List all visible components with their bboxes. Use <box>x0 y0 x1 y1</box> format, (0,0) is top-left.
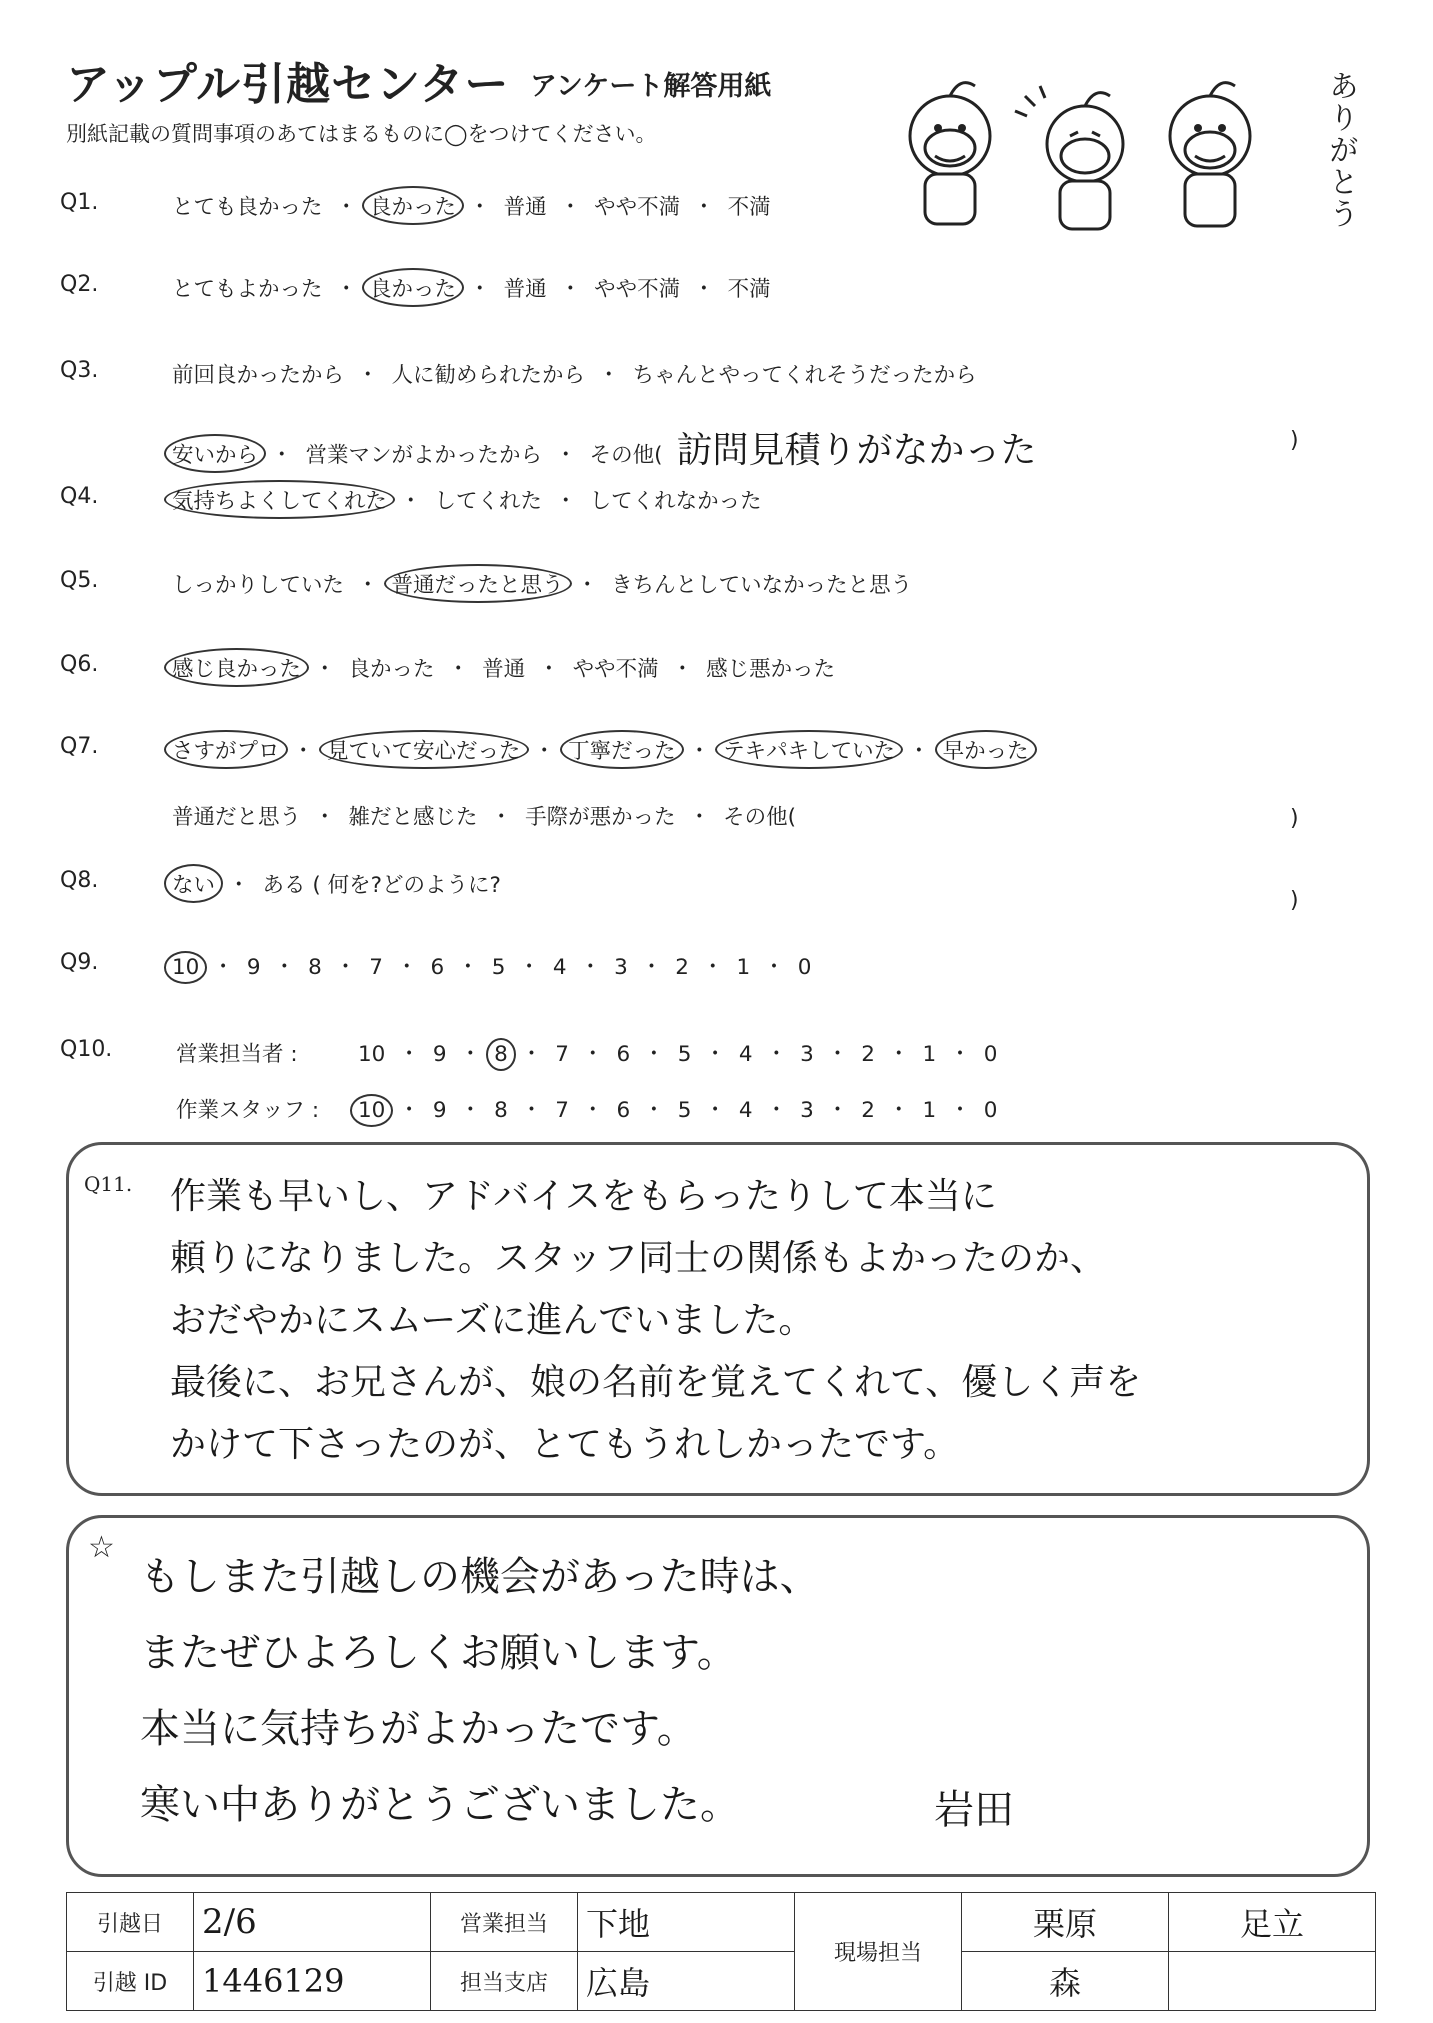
separator: ・ <box>826 1042 849 1067</box>
separator: ・ <box>598 363 620 388</box>
sales-value: 下地 <box>578 1893 795 1952</box>
answer-option[interactable]: してくれた <box>434 489 543 514</box>
free-comment-line: 寒い中ありがとうございました。 <box>140 1782 740 1828</box>
separator: ・ <box>395 955 418 980</box>
separator: ・ <box>469 195 491 220</box>
separator: ・ <box>212 955 234 980</box>
free-comment-line: もしまた引越しの機会があった時は、 <box>140 1554 820 1600</box>
answer-option[interactable]: とてもよかった <box>172 277 323 302</box>
separator: ・ <box>579 955 602 980</box>
separator: ・ <box>908 739 930 764</box>
separator: ・ <box>314 805 336 830</box>
answer-option[interactable]: 普通 <box>482 657 526 682</box>
answer-option[interactable]: やや不満 <box>594 277 681 302</box>
separator: ・ <box>887 1042 910 1067</box>
move-info-table <box>66 1892 1376 2011</box>
rating-option[interactable]: 7 <box>555 1042 569 1067</box>
answer-option[interactable]: とても良かった <box>172 195 323 220</box>
rating-option[interactable]: 1 <box>922 1042 937 1067</box>
rating-option[interactable]: 6 <box>616 1042 631 1067</box>
separator: ・ <box>314 657 336 682</box>
question-options <box>172 422 1036 473</box>
q11-comment-line: かけて下さったのが、とてもうれしかったです。 <box>170 1424 960 1465</box>
monkey-mascot-icon <box>890 66 1310 236</box>
answer-option[interactable]: やや不満 <box>594 195 681 220</box>
rating-option[interactable]: 9 <box>432 1042 447 1067</box>
separator: ・ <box>581 1042 604 1067</box>
question-number: Q5. <box>60 568 99 593</box>
answer-option[interactable]: してくれなかった <box>589 489 762 514</box>
separator: ・ <box>949 1098 971 1123</box>
rating-option[interactable]: 10 <box>350 1094 393 1127</box>
question-options <box>172 484 762 515</box>
answer-option[interactable]: 普通だったと思う <box>384 564 572 603</box>
separator: ・ <box>292 739 315 764</box>
question-options <box>172 272 771 303</box>
answer-option[interactable]: 見ていて安心だった <box>319 730 529 769</box>
answer-option[interactable]: さすがプロ <box>164 730 288 769</box>
free-comment-line: またぜひよろしくお願いします。 <box>140 1630 737 1676</box>
separator: ・ <box>671 657 694 682</box>
separator: ・ <box>457 955 479 980</box>
separator: ・ <box>533 739 556 764</box>
separator: ・ <box>398 1042 420 1067</box>
separator: ・ <box>273 955 296 980</box>
site-staff-empty <box>1169 1952 1376 2011</box>
answer-option[interactable]: 良かった <box>362 186 464 225</box>
rating-option[interactable]: 0 <box>983 1042 998 1067</box>
site-staff-2: 足立 <box>1169 1893 1376 1952</box>
q11-comment-line: 頼りになりました。スタッフ同士の関係もよかったのか、 <box>170 1238 1107 1279</box>
separator: ・ <box>643 1042 665 1067</box>
answer-option[interactable]: その他( <box>589 443 663 468</box>
answer-option[interactable]: しっかりしていた <box>172 573 345 598</box>
answer-option[interactable]: 良かった <box>348 657 435 682</box>
move-date-value: 2/6 <box>194 1893 431 1952</box>
separator: ・ <box>559 195 582 220</box>
move-id-label: 引越 ID <box>67 1952 194 2011</box>
instruction-text: 別紙記載の質問事項のあてはまるものに◯をつけてください。 <box>66 122 657 146</box>
separator: ・ <box>765 1098 788 1123</box>
rating-option[interactable]: 9 <box>432 1098 447 1123</box>
question-options <box>172 568 912 599</box>
separator: ・ <box>693 277 715 302</box>
answer-option[interactable]: その他( <box>723 805 796 830</box>
q11-comment-line: 作業も早いし、アドバイスをもらったりして本当に <box>170 1176 997 1217</box>
form-subtitle: アンケート解答用紙 <box>530 71 772 102</box>
separator: ・ <box>555 443 577 468</box>
separator: ・ <box>704 1098 726 1123</box>
separator: ・ <box>490 805 513 830</box>
answer-option[interactable]: テキパキしていた <box>715 730 903 769</box>
answer-option[interactable]: 普通 <box>503 195 547 220</box>
closing-paren: ) <box>1290 428 1299 453</box>
rating-option[interactable]: 4 <box>738 1042 753 1067</box>
separator: ・ <box>559 277 582 302</box>
separator: ・ <box>518 955 540 980</box>
question-number: Q4. <box>60 484 99 509</box>
answer-option[interactable]: 早かった <box>935 730 1037 769</box>
other-reason-handwritten: 訪問見積りがなかった <box>676 430 1037 471</box>
rating-option[interactable]: 3 <box>800 1042 814 1067</box>
rating-option[interactable]: 10 <box>358 1042 386 1067</box>
answer-option[interactable]: 0 <box>797 955 812 980</box>
answer-option[interactable]: 9 <box>246 955 261 980</box>
separator: ・ <box>400 489 422 514</box>
answer-option[interactable]: 良かった <box>362 268 464 307</box>
site-label: 現場担当 <box>795 1893 962 2011</box>
question-number: Q2. <box>60 272 99 297</box>
rating-option[interactable]: 5 <box>677 1042 692 1067</box>
answer-option[interactable]: 丁寧だった <box>560 730 684 769</box>
answer-option[interactable]: 8 <box>308 955 322 980</box>
separator: ・ <box>701 955 724 980</box>
answer-option[interactable]: 3 <box>614 955 628 980</box>
answer-option[interactable]: 不満 <box>727 195 771 220</box>
separator: ・ <box>581 1098 604 1123</box>
separator: ・ <box>334 955 357 980</box>
question-number: Q8. <box>60 868 99 893</box>
question-options <box>172 358 977 389</box>
answer-option[interactable]: 気持ちよくしてくれた <box>164 480 395 519</box>
answer-option[interactable]: 7 <box>369 955 383 980</box>
separator: ・ <box>763 955 785 980</box>
separator: ・ <box>469 277 491 302</box>
q10-scale <box>358 1093 997 1124</box>
answer-option[interactable]: 10 <box>164 951 207 984</box>
site-staff-3: 森 <box>962 1952 1169 2011</box>
answer-option[interactable]: 雑だと感じた <box>348 805 478 830</box>
question-options <box>172 800 796 831</box>
q10-row-label: 作業スタッフ : <box>176 1098 320 1123</box>
company-title: アップル引越センター <box>66 59 510 110</box>
separator: ・ <box>538 657 560 682</box>
rating-option[interactable]: 6 <box>616 1098 631 1123</box>
q11-comment-line: 最後に、お兄さんが、娘の名前を覚えてくれて、優しく声を <box>170 1362 1142 1403</box>
separator: ・ <box>826 1098 849 1123</box>
separator: ・ <box>765 1042 788 1067</box>
answer-option[interactable]: 2 <box>675 955 689 980</box>
q10-scale <box>358 1037 997 1068</box>
answer-option[interactable]: 1 <box>736 955 751 980</box>
answer-option[interactable]: ない <box>164 864 223 903</box>
free-comment-line: 本当に気持ちがよかったです。 <box>140 1706 697 1752</box>
question-options <box>172 950 811 981</box>
separator: ・ <box>357 363 379 388</box>
star-icon: ☆ <box>88 1530 115 1565</box>
separator: ・ <box>693 195 715 220</box>
thanks-text: ありがとう <box>1323 70 1358 230</box>
q11-number: Q11. <box>84 1172 133 1196</box>
branch-value: 広島 <box>578 1952 795 2011</box>
signature: 岩田 <box>934 1787 1014 1833</box>
question-number: Q6. <box>60 652 99 677</box>
answer-option[interactable]: 営業マンがよかったから <box>305 443 543 468</box>
separator: ・ <box>271 443 293 468</box>
separator: ・ <box>949 1042 971 1067</box>
question-number: Q9. <box>60 950 99 975</box>
separator: ・ <box>688 805 711 830</box>
answer-option[interactable]: 普通だと思う <box>172 805 302 830</box>
move-date-label: 引越日 <box>67 1893 194 1952</box>
move-id-value: 1446129 <box>194 1952 431 2011</box>
rating-option[interactable]: 0 <box>983 1098 998 1123</box>
answer-option[interactable]: 4 <box>552 955 567 980</box>
rating-option[interactable]: 1 <box>922 1098 937 1123</box>
rating-option[interactable]: 2 <box>861 1042 875 1067</box>
q10-row-label: 営業担当者 : <box>176 1042 298 1067</box>
question-options <box>172 734 1029 765</box>
answer-option[interactable]: 感じ悪かった <box>706 657 836 682</box>
answer-option[interactable]: 安いから <box>164 434 266 473</box>
answer-option[interactable]: 6 <box>430 955 445 980</box>
separator: ・ <box>398 1098 420 1123</box>
branch-label: 担当支店 <box>431 1952 578 2011</box>
question-number: Q7. <box>60 734 99 759</box>
question-options <box>172 190 771 221</box>
rating-option[interactable]: 7 <box>555 1098 569 1123</box>
separator: ・ <box>643 1098 665 1123</box>
rating-option[interactable]: 8 <box>486 1038 516 1071</box>
sales-label: 営業担当 <box>431 1893 578 1952</box>
answer-option[interactable]: ある ( 何を?どのように? <box>262 873 501 898</box>
q11-comment-line: おだやかにスムーズに進んでいました。 <box>170 1300 815 1341</box>
separator: ・ <box>520 1042 543 1067</box>
question-options <box>172 652 835 683</box>
separator: ・ <box>228 873 250 898</box>
closing-paren: ) <box>1290 806 1299 831</box>
question-number: Q3. <box>60 358 99 383</box>
q10-number: Q10. <box>60 1037 113 1062</box>
answer-option[interactable]: 人に勧められたから <box>391 363 586 388</box>
answer-option[interactable]: きちんとしていなかったと思う <box>611 573 913 598</box>
answer-option[interactable]: 不満 <box>727 277 771 302</box>
answer-option[interactable]: やや不満 <box>572 657 659 682</box>
rating-option[interactable]: 4 <box>738 1098 753 1123</box>
separator: ・ <box>576 573 599 598</box>
answer-option[interactable]: ちゃんとやってくれそうだったから <box>632 363 977 388</box>
rating-option[interactable]: 3 <box>800 1098 814 1123</box>
answer-option[interactable]: 普通 <box>503 277 547 302</box>
separator: ・ <box>459 1042 482 1067</box>
separator: ・ <box>640 955 663 980</box>
separator: ・ <box>357 573 379 598</box>
site-staff-1: 栗原 <box>962 1893 1169 1952</box>
rating-option[interactable]: 8 <box>494 1098 508 1123</box>
separator: ・ <box>688 739 711 764</box>
separator: ・ <box>520 1098 543 1123</box>
separator: ・ <box>459 1098 482 1123</box>
separator: ・ <box>335 277 358 302</box>
rating-option[interactable]: 2 <box>861 1098 875 1123</box>
separator: ・ <box>704 1042 726 1067</box>
rating-option[interactable]: 5 <box>677 1098 692 1123</box>
question-options <box>172 868 501 899</box>
question-number: Q1. <box>60 190 99 215</box>
separator: ・ <box>447 657 470 682</box>
separator: ・ <box>887 1098 910 1123</box>
answer-option[interactable]: 5 <box>491 955 506 980</box>
closing-paren: ) <box>1290 888 1299 913</box>
separator: ・ <box>335 195 358 220</box>
answer-option[interactable]: 前回良かったから <box>172 363 345 388</box>
separator: ・ <box>555 489 577 514</box>
answer-option[interactable]: 手際が悪かった <box>525 805 676 830</box>
answer-option[interactable]: 感じ良かった <box>164 648 309 687</box>
